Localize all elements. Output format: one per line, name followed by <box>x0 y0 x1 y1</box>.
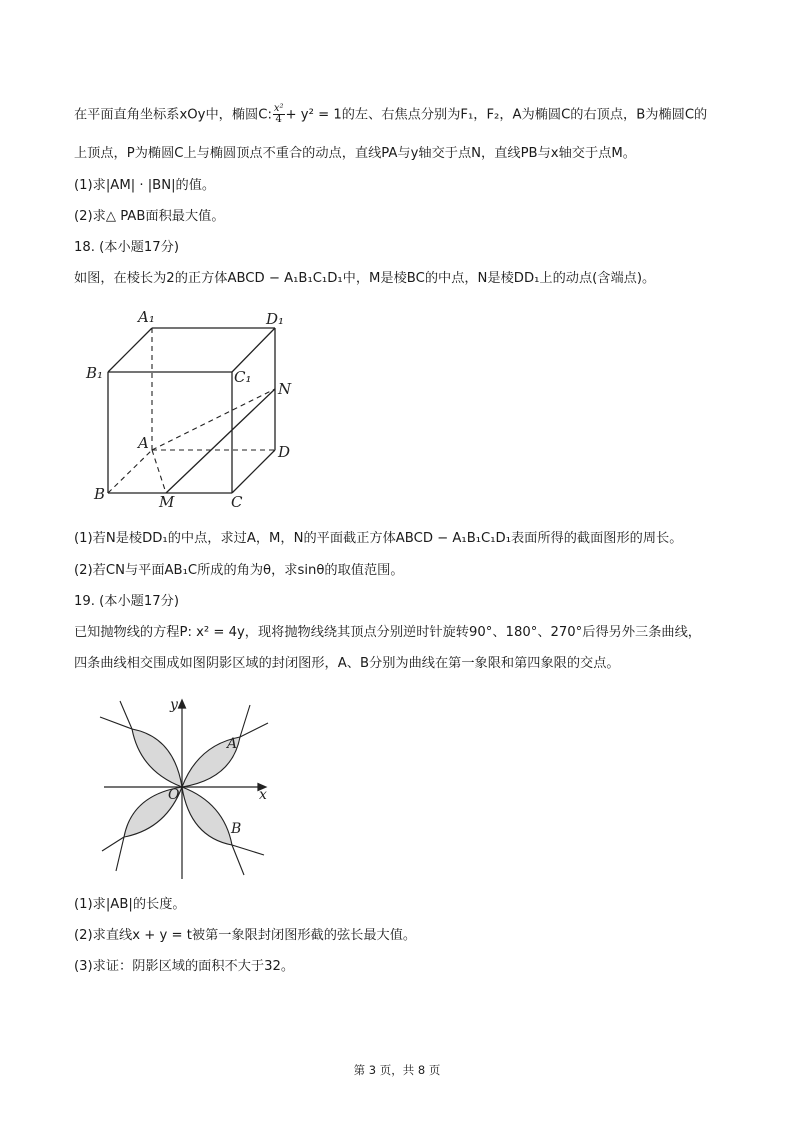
q17-part2: (2)求△ PAB面积最大值。 <box>74 209 225 224</box>
label-y: y <box>170 697 178 713</box>
label-a1: A₁ <box>138 308 155 326</box>
cube-figure <box>84 300 300 512</box>
label-c: C <box>231 493 243 511</box>
q17-intro-line1 <box>74 104 707 126</box>
label-n: N <box>278 380 292 398</box>
page-footer: 第 3 页，共 8 页 <box>353 1063 441 1077</box>
parabola-figure <box>98 695 274 881</box>
q18-part2: (2)若CN与平面AB₁C所成的角为θ，求sinθ的取值范围。 <box>74 563 404 578</box>
curve-ext-6 <box>116 837 124 871</box>
label-a: A <box>138 434 149 452</box>
q19-part1: (1)求|AB|的长度。 <box>74 897 186 912</box>
label-m: M <box>159 493 175 511</box>
label-d: D <box>278 443 291 461</box>
q19-intro-line1: 已知抛物线的方程P: x² = 4y，现将抛物线绕其顶点分别逆时针旋转90°、180°、270°后得另外三条曲线， <box>74 625 701 640</box>
q18-intro: 如图，在棱长为2的正方体ABCD − A₁B₁C₁D₁中，M是棱BC的中点，N是棱DD₁上的动点(含端点)。 <box>74 271 656 286</box>
q19-part2: (2)求直线x + y = t被第一象限封闭图形截的弦长最大值。 <box>74 928 417 943</box>
q18-header: 18. (本小题17分) <box>74 240 179 255</box>
fraction-numerator: x² <box>273 103 284 114</box>
curve-ext-4 <box>232 845 244 875</box>
label-o: O <box>168 787 180 803</box>
petal-q4 <box>182 787 232 845</box>
fraction-denominator: 4 <box>275 114 282 125</box>
q19-intro-line2: 四条曲线相交围成如图阴影区域的封闭图形，A、B分别为曲线在第一象限和第四象限的交点。 <box>74 656 620 671</box>
curve-ext-3 <box>232 845 264 855</box>
label-a: A <box>227 736 238 752</box>
ellipse-fraction <box>273 104 285 125</box>
petal-q2 <box>132 729 182 787</box>
label-x: x <box>259 787 267 803</box>
label-b1: B₁ <box>86 364 104 382</box>
q18-part1: (1)若N是棱DD₁的中点，求过A，M，N的平面截正方体ABCD − A₁B₁C₁D₁表面所得的截面图形的周长。 <box>74 531 683 546</box>
q17-part1: (1)求|AM| · |BN|的值。 <box>74 178 216 193</box>
q19-header: 19. (本小题17分) <box>74 594 179 609</box>
q17-intro-part2: + y² = 1的左、右焦点分别为F₁，F₂，A为椭圆C的右顶点，B为椭圆C的 <box>285 107 708 123</box>
y-axis-arrow <box>179 700 186 708</box>
label-b: B <box>231 821 242 837</box>
q17-intro-line2: 上顶点，P为椭圆C上与椭圆顶点不重合的动点，直线PA与y轴交于点N，直线PB与x轴交于点M。 <box>74 146 636 161</box>
label-d1: D₁ <box>266 310 285 328</box>
label-b: B <box>94 485 106 503</box>
label-c1: C₁ <box>234 368 252 386</box>
q17-intro-part1: 在平面直角坐标系xOy中，椭圆C: <box>74 107 272 123</box>
q19-part3: (3)求证：阴影区域的面积不大于32。 <box>74 959 295 974</box>
